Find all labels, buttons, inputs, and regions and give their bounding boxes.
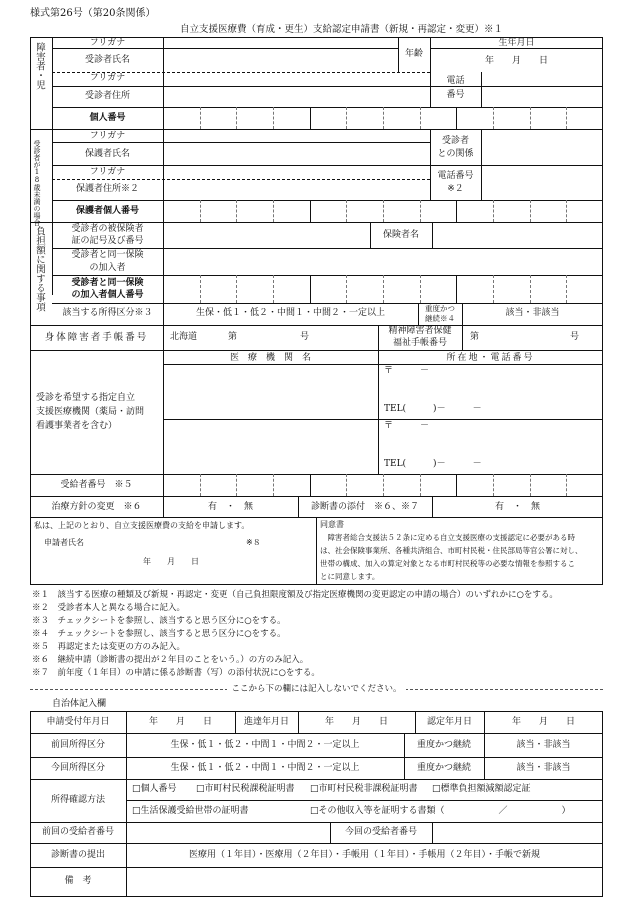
institution-name-header: 医 療 機 関 名 — [229, 353, 311, 363]
digit-divider — [420, 474, 421, 496]
digit-divider — [273, 107, 274, 129]
mental-handbook-label-2: 福祉手帳番号 — [392, 338, 447, 348]
digit-divider — [310, 200, 311, 222]
mental-handbook-go: 号 — [570, 332, 580, 342]
digit-divider — [530, 107, 531, 129]
digit-divider — [456, 200, 457, 222]
digit-divider — [200, 200, 201, 222]
digit-divider — [456, 474, 457, 496]
consent-line-2: は、社会保険事業所、各種共済組合、市町村民税・住民部局等官公署に対し、 — [320, 546, 583, 555]
curr-recipient-field[interactable] — [434, 823, 601, 842]
guardian-name-field[interactable] — [165, 143, 428, 164]
digit-divider — [236, 200, 237, 222]
handbook-number-field[interactable] — [240, 327, 295, 347]
birthdate-value[interactable]: 年 月 日 — [484, 56, 548, 66]
patient-furigana-label: フリガナ — [89, 38, 126, 48]
digit-divider — [163, 107, 164, 129]
receipt-date-value[interactable]: 年 月 日 — [148, 717, 212, 727]
digit-divider — [530, 275, 531, 303]
note-8: ※８ — [246, 538, 261, 547]
curr-recipient-label: 今回の受給者番号 — [344, 827, 417, 837]
diag-submit-options[interactable]: 医療用（１年目）・医療用（２年目）・手帳用（１年目）・手帳用（２年目）・手帳で新規 — [188, 850, 540, 860]
recipient-number-label: 受給者番号 ※５ — [60, 480, 133, 490]
form-number: 様式第26号（第20条関係） — [30, 8, 156, 19]
digit-divider — [566, 275, 567, 303]
prev-recipient-label: 前回の受給者番号 — [41, 827, 114, 837]
digit-divider — [493, 107, 494, 129]
prev-income-label: 前回所得区分 — [50, 740, 105, 750]
digit-divider — [420, 275, 421, 303]
mental-handbook-number-field[interactable] — [482, 327, 567, 347]
age-label: 年齢 — [404, 49, 423, 59]
insured-number-field[interactable] — [165, 223, 368, 247]
tel-1[interactable]: TEL( )－ － — [384, 404, 482, 414]
digit-divider — [456, 275, 457, 303]
prev-heavy-label: 重度かつ継続 — [416, 740, 471, 750]
method-label: 所得確認方法 — [50, 795, 105, 805]
patient-address-label: 受診者住所 — [84, 91, 130, 101]
digit-divider — [493, 474, 494, 496]
insurer-field[interactable] — [433, 223, 602, 247]
heavy-continuous-label-2: 継続※４ — [425, 314, 455, 323]
income-category-options[interactable]: 生保・低１・低２・中間１・中間２・一定以上 — [195, 308, 385, 318]
digit-divider — [163, 200, 164, 222]
consent-line-3: 世帯の構成、加入の算定対象となる市町村民税等の必要な情報を参照するこ — [320, 559, 575, 568]
digit-divider — [420, 107, 421, 129]
guardian-phone-label-1: 電話番号 — [437, 171, 474, 181]
prev-heavy-options[interactable]: 該当・非該当 — [516, 740, 571, 750]
birthdate-label: 生年月日 — [498, 38, 535, 48]
applicant-name-label: 申請者氏名 — [44, 538, 84, 547]
insurer-label: 保険者名 — [382, 230, 419, 240]
digit-divider — [163, 275, 164, 303]
handbook-dai: 第 — [228, 332, 238, 342]
digit-divider — [530, 474, 531, 496]
remarks-field[interactable] — [128, 868, 601, 895]
digit-divider — [236, 275, 237, 303]
patient-phone-field[interactable] — [482, 73, 602, 106]
declaration-text: 私は、上記のとおり、自立支援医療費の支給を申請します。 — [34, 521, 250, 530]
digit-divider — [383, 200, 384, 222]
patient-address-furigana: フリガナ — [89, 73, 126, 83]
mental-handbook-dai: 第 — [470, 332, 480, 342]
diagnosis-attach-options[interactable]: 有 ・ 無 — [494, 502, 540, 512]
digit-divider — [273, 275, 274, 303]
guardian-mynumber-label: 保護者個人番号 — [75, 206, 139, 216]
consent-line-1: 障害者総合支援法５２条に定める自立支援医療の支援認定に必要がある時 — [320, 533, 575, 542]
tel-2[interactable]: TEL( )－ － — [384, 459, 482, 469]
form-title: 自立支援医療費（育成・更生）支給認定申請書（新規・再認定・変更）※１ — [179, 24, 503, 35]
same-insurance-label-1: 受診者と同一保険 — [71, 250, 144, 260]
digit-divider — [566, 474, 567, 496]
office-heading: 自治体記入欄 — [52, 699, 107, 709]
digit-divider — [310, 474, 311, 496]
note-5: ※５ 再認定または変更の方のみ記入。 — [32, 642, 186, 652]
guardian-mynumber-field[interactable] — [163, 200, 603, 222]
digit-divider — [566, 107, 567, 129]
patient-mynumber-field[interactable] — [163, 107, 603, 129]
digit-divider — [493, 200, 494, 222]
patient-name-field[interactable] — [165, 49, 396, 71]
digit-divider — [236, 107, 237, 129]
consent-line-4: とに同意します。 — [320, 572, 380, 581]
digit-divider — [236, 474, 237, 496]
heavy-continuous-options[interactable]: 該当・非該当 — [505, 308, 560, 318]
handbook-go: 号 — [300, 332, 310, 342]
guardian-furigana-label: フリガナ — [89, 131, 126, 141]
application-date[interactable]: 年 月 日 — [143, 557, 199, 566]
digit-divider — [273, 474, 274, 496]
same-insurance-num-label-1: 受診者と同一保険 — [71, 278, 144, 288]
method-nontax-cert[interactable]: □市町村民税非課税証明書 — [310, 784, 418, 794]
same-insurance-mynumber-field[interactable] — [163, 275, 603, 303]
patient-phone-label-2: 番号 — [446, 90, 465, 100]
patient-mynumber-label: 個人番号 — [89, 113, 126, 123]
institution-name-field-1[interactable] — [165, 366, 376, 418]
note-6: ※６ 継続申請（診断書の提出が２年目のことをいう。）の方のみ記入。 — [32, 655, 309, 665]
income-category-label: 該当する所得区分※３ — [62, 308, 153, 318]
postal-2[interactable]: 〒 － — [384, 421, 430, 431]
digit-divider — [200, 275, 201, 303]
same-insurance-num-label-2: の加入者個人番号 — [71, 290, 144, 300]
insured-label-2: 証の記号及び番号 — [71, 236, 144, 246]
digit-divider — [383, 474, 384, 496]
same-insurance-field[interactable] — [165, 249, 602, 274]
treatment-change-options[interactable]: 有 ・ 無 — [207, 502, 253, 512]
guardian-address-furigana: フリガナ — [89, 167, 126, 177]
digit-divider — [346, 474, 347, 496]
digit-divider — [530, 200, 531, 222]
note-1: ※１ 該当する医療の種類及び新規・再認定・変更（自己負担限度額及び指定医療機関の変更認定の申請の場合）のいずれかに○をする。 — [32, 590, 558, 600]
guardian-section-label: 受診者が18歳未満の場合 — [33, 140, 41, 226]
remarks-label: 備 考 — [64, 876, 92, 886]
approve-date-value[interactable]: 年 月 日 — [511, 717, 575, 727]
digit-divider — [420, 200, 421, 222]
guardian-phone-field[interactable] — [482, 166, 602, 199]
guardian-address-label: 保護者住所※２ — [75, 184, 139, 194]
burden-section-label: 負担額に関する事項 — [34, 226, 45, 312]
patient-section-label: 障害者・児 — [34, 42, 45, 90]
guardian-address-field[interactable] — [165, 180, 428, 199]
digit-divider — [273, 200, 274, 222]
method-tax-cert[interactable]: □市町村民税課税証明書 — [196, 784, 295, 794]
prev-recipient-field[interactable] — [128, 823, 328, 842]
applicant-name-field[interactable] — [92, 534, 242, 548]
digit-divider — [310, 275, 311, 303]
relation-label-2: との関係 — [437, 149, 474, 159]
digit-divider — [346, 107, 347, 129]
same-insurance-label-2: の加入者 — [89, 263, 126, 273]
institution-label-3: 看護事業者を含む） — [36, 421, 118, 431]
prev-income-options[interactable]: 生保・低１・低２・中間１・中間２・一定以上 — [170, 740, 360, 750]
relation-label-1: 受診者 — [441, 136, 469, 146]
digit-divider — [163, 474, 164, 496]
curr-income-label: 今回所得区分 — [50, 763, 105, 773]
digit-divider — [383, 275, 384, 303]
receipt-date-label: 申請受付年月日 — [46, 717, 110, 727]
mental-handbook-label-1: 精神障害者保健 — [388, 326, 452, 336]
curr-heavy-label: 重度かつ継続 — [416, 763, 471, 773]
insured-label-1: 受診者の被保険者 — [71, 224, 144, 234]
digit-divider — [200, 107, 201, 129]
method-other-docs[interactable]: □その他収入等を証明する書類（ ／ ） — [310, 806, 571, 816]
guardian-name-label: 保護者氏名 — [84, 149, 130, 159]
postal-1[interactable]: 〒 － — [384, 366, 430, 376]
heavy-continuous-label-1: 重度かつ — [425, 304, 455, 313]
method-mynumber[interactable]: □個人番号 — [132, 784, 177, 794]
method-reduction-cert[interactable]: □標準負担額減額認定証 — [432, 784, 531, 794]
digit-divider — [346, 275, 347, 303]
recipient-number-field[interactable] — [163, 474, 603, 496]
digit-divider — [346, 200, 347, 222]
consent-title: 同意書 — [320, 520, 344, 529]
forward-date-label: 進達年月日 — [243, 717, 289, 727]
institution-name-field-2[interactable] — [165, 421, 376, 473]
method-welfare-cert[interactable]: □生活保護受給世帯の証明書 — [132, 806, 249, 816]
approve-date-label: 認定年月日 — [426, 717, 472, 727]
digit-divider — [566, 200, 567, 222]
handbook-label: 身体障害者手帳番号 — [44, 332, 149, 343]
institution-address-header: 所在地・電話番号 — [446, 353, 535, 363]
curr-income-options[interactable]: 生保・低１・低２・中間１・中間２・一定以上 — [170, 763, 360, 773]
digit-divider — [493, 275, 494, 303]
curr-heavy-options[interactable]: 該当・非該当 — [516, 763, 571, 773]
digit-divider — [310, 107, 311, 129]
diagnosis-attach-label: 診断書の添付 ※６、※７ — [310, 502, 419, 512]
patient-phone-label-1: 電話 — [446, 76, 465, 86]
digit-divider — [383, 107, 384, 129]
handbook-prefecture: 北海道 — [170, 332, 198, 342]
note-2: ※２ 受診者本人と異なる場合に記入。 — [32, 603, 186, 613]
cut-line-text: ここから下の欄には記入しないでください。 — [227, 684, 405, 694]
forward-date-value[interactable]: 年 月 日 — [324, 717, 388, 727]
treatment-change-label: 治療方針の変更 ※６ — [51, 502, 142, 512]
patient-address-field[interactable] — [165, 87, 428, 106]
institution-label-1: 受診を希望する指定自立 — [36, 393, 136, 403]
digit-divider — [456, 107, 457, 129]
guardian-phone-label-2: ※２ — [447, 184, 464, 194]
diag-submit-label: 診断書の提出 — [50, 850, 105, 860]
note-3: ※３ チェックシートを参照し、該当すると思う区分に○をする。 — [32, 616, 286, 626]
institution-label-2: 支援医療機関（薬局・訪問 — [36, 407, 145, 417]
relation-field[interactable] — [482, 130, 602, 164]
patient-name-label: 受診者氏名 — [84, 55, 130, 65]
digit-divider — [200, 474, 201, 496]
note-7: ※７ 前年度（１年目）の申請に係る診断書（写）の添付状況に○をする。 — [32, 668, 320, 678]
note-4: ※４ チェックシートを参照し、該当すると思う区分に○をする。 — [32, 629, 286, 639]
